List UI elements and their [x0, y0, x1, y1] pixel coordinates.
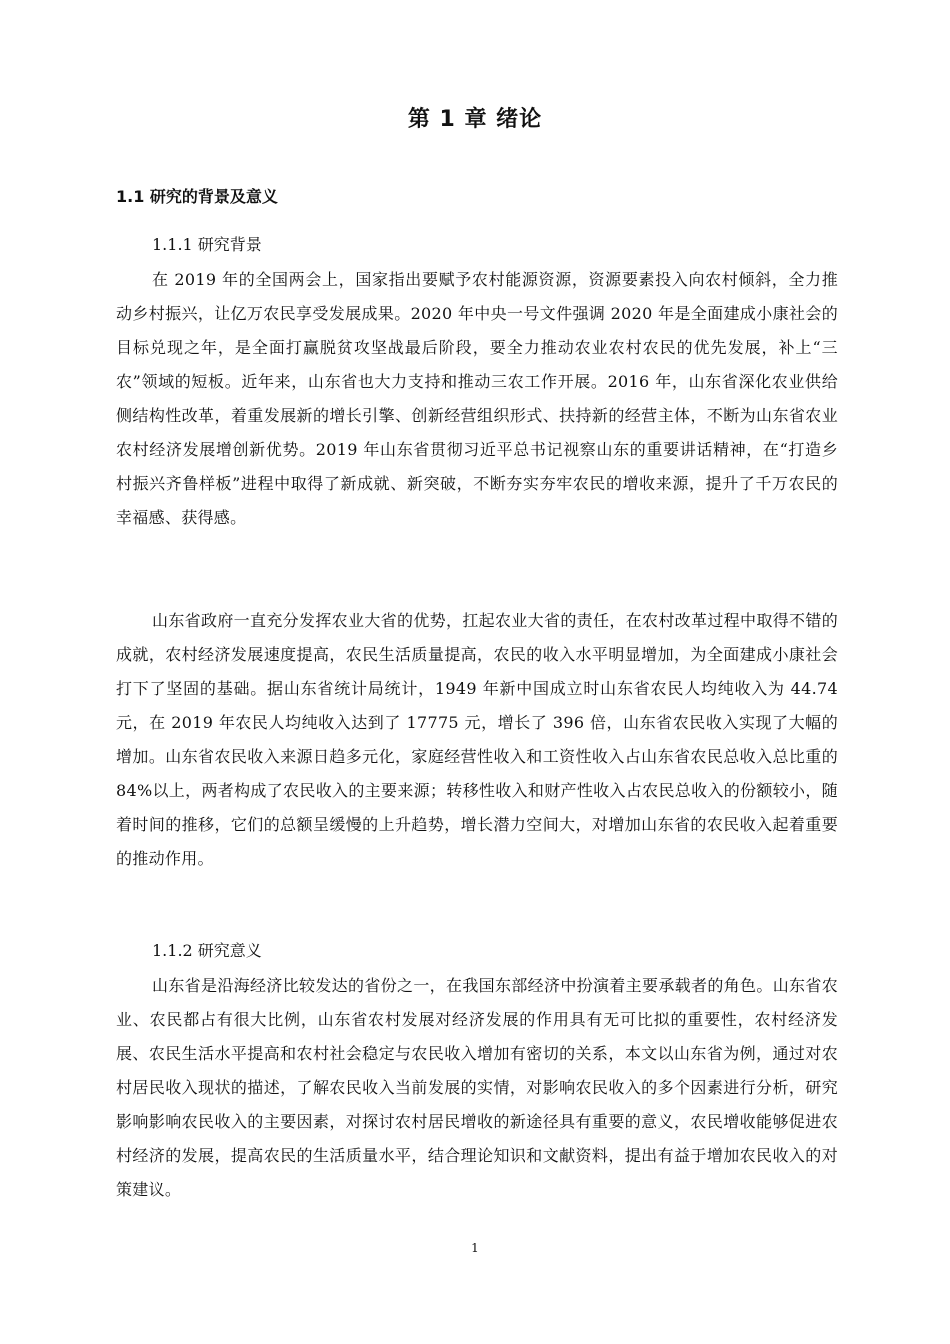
paragraph-significance-1: 山东省是沿海经济比较发达的省份之一，在我国东部经济中扮演着主要承载者的角色。山东省农业、农民都占有很大比例，山东省农村发展对经济发展的作用具有无可比拟的重要性，农村经济发展、农民生活水平提高和农村社会稳定与农民收入增加有密切的关系，本文以山东省为例，通过对农村居民收入现状的描述，了解农民收入当前发展的实情，对影响农民收入的多个因素进行分析，研究影响影响农民收入的主要因素，对探讨农村居民增收的新途径具有重要的意义，农民增收能够促进农村经济的发展，提高农民的生活质量水平，结合理论知识和文献资料，提出有益于增加农民收入的对策建议。: [116, 976, 838, 1199]
subsection-title-significance: 1.1.2 研究意义: [152, 941, 262, 960]
section-title: 1.1 研究的背景及意义: [116, 187, 278, 206]
chapter-title: 第 1 章 绪论: [407, 107, 543, 132]
subsection-title-background: 1.1.1 研究背景: [152, 235, 262, 254]
paragraph-background-1: 在 2019 年的全国两会上，国家指出要赋予农村能源资源，资源要素投入向农村倾斜，全力推动乡村振兴，让亿万农民享受发展成果。2020 年中央一号文件强调 2020 年是全面建成小康社会的目标兑现之年，是全面打赢脱贫攻坚战最后阶段，要全力推动农业农村农民的优先发展，补上“三农”领域的短板。近年来，山东省也大力支持和推动三农工作开展。2016 年，山东省深化农业供给侧结构性改革，着重发展新的增长引擎、创新经营组织形式、扶持新的经营主体，不断为山东省农业农村经济发展增创新优势。2019 年山东省贯彻习近平总书记视察山东的重要讲话精神，在“打造乡村振兴齐鲁样板”进程中取得了新成就、新突破，不断夯实夯牢农民的增收来源，提升了千万农民的幸福感、获得感。: [116, 270, 838, 527]
page-number: 1: [471, 1241, 479, 1255]
paragraph-background-2: 山东省政府一直充分发挥农业大省的优势，扛起农业大省的责任，在农村改革过程中取得不错的成就，农村经济发展速度提高，农民生活质量提高，农民的收入水平明显增加，为全面建成小康社会打下了坚固的基础。据山东省统计局统计，1949 年新中国成立时山东省农民人均纯收入为 44.74 元，在 2019 年农民人均纯收入达到了 17775 元，增长了 396 倍，山东省农民收入实现了大幅的增加。山东省农民收入来源日趋多元化，家庭经营性收入和工资性收入占山东省农民总收入总比重的 84%以上，两者构成了农民收入的主要来源；转移性收入和财产性收入占农民总收入的份额较小，随着时间的推移，它们的总额呈缓慢的上升趋势，增长潜力空间大，对增加山东省的农民收入起着重要的推动作用。: [116, 611, 838, 868]
